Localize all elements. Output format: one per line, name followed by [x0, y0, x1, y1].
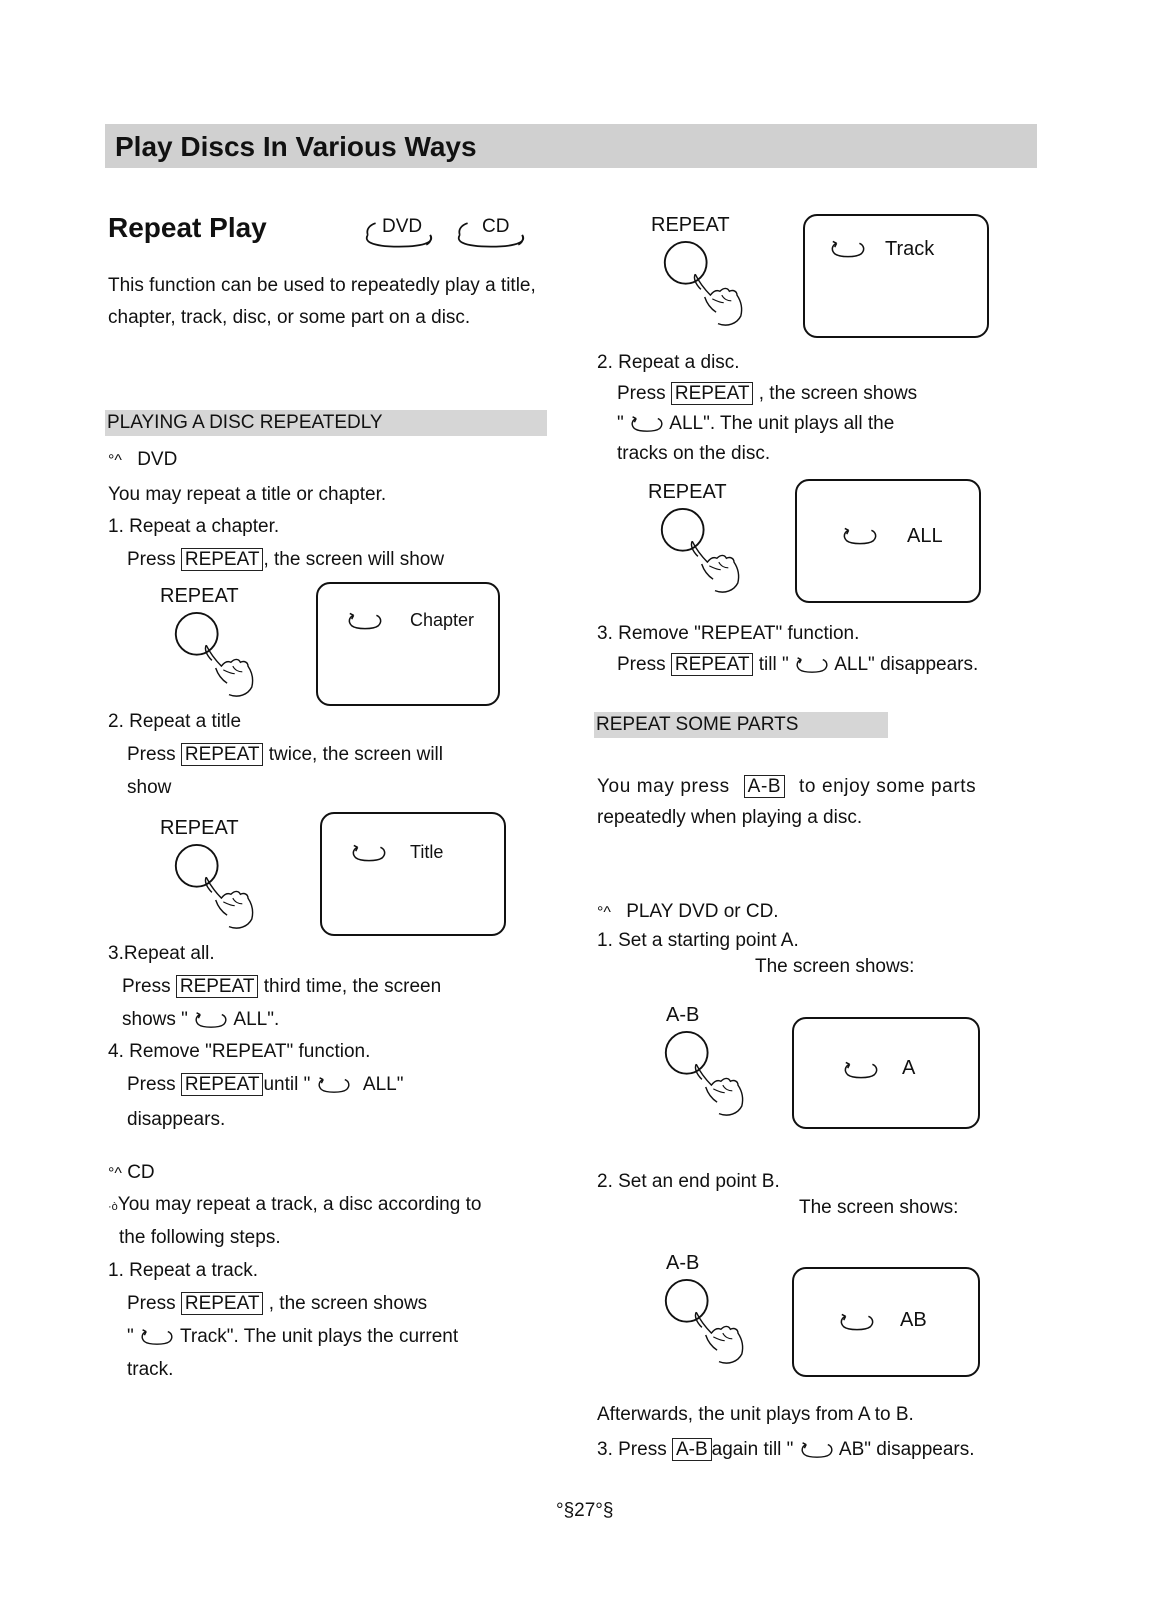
button-label: A-B	[666, 1004, 700, 1026]
step-repeat-title-show: show	[127, 777, 172, 798]
ab-screen-shows-2: The screen shows:	[799, 1197, 959, 1218]
repeat-icon	[829, 238, 867, 260]
page-number: °§27°§	[556, 1500, 614, 1521]
press-label: Press	[617, 654, 666, 675]
cd-badge-label: CD	[482, 216, 510, 237]
ab-button-illustration	[666, 1004, 776, 1124]
step-repeat-title-press	[127, 744, 443, 766]
repeat-key: REPEAT	[181, 1073, 264, 1096]
ab-button-illustration	[666, 1252, 776, 1372]
step-text: till "	[758, 654, 789, 675]
repeat-button-illustration	[160, 817, 270, 937]
screen-a	[792, 1017, 980, 1129]
press-label: Press	[127, 1293, 176, 1314]
section-heading-repeat: PLAYING A DISC REPEATEDLY	[105, 410, 547, 436]
step-repeat-title: 2. Repeat a title	[108, 711, 242, 732]
button-label: REPEAT	[648, 481, 727, 503]
step-text: AB" disappears.	[838, 1439, 975, 1460]
step-text: , the screen will show	[263, 549, 445, 570]
cd-step-repeat-disc-desc	[617, 413, 894, 435]
repeat-icon	[350, 842, 388, 864]
repeat-icon	[193, 1010, 229, 1030]
press-label: Press	[122, 976, 171, 997]
intro-line-1: This function can be used to repeatedly play a title,	[108, 275, 536, 296]
step-remove-repeat: 4. Remove "REPEAT" function.	[108, 1041, 371, 1062]
press-label: Press	[617, 383, 666, 404]
cd-step-repeat-track: 1. Repeat a track.	[108, 1260, 258, 1281]
repeat-button-illustration	[648, 481, 758, 601]
cd-step-remove-repeat-press	[617, 654, 978, 676]
press-label: Press	[127, 1074, 176, 1095]
step-text: You may repeat a track, a disc according to	[117, 1194, 482, 1215]
step-text: shows "	[122, 1009, 188, 1030]
press-finger-icon	[662, 1030, 757, 1125]
step-text: You may press	[597, 776, 730, 797]
step-text: twice, the screen will	[268, 744, 443, 765]
press-finger-icon	[662, 1278, 757, 1373]
screen-all	[795, 479, 981, 603]
step-repeat-all-shows	[122, 1009, 279, 1031]
ab-step-remove	[597, 1439, 975, 1461]
step-repeat-chapter: 1. Repeat a chapter.	[108, 516, 280, 537]
repeat-icon	[346, 610, 384, 632]
press-finger-icon	[658, 507, 753, 602]
press-label: Press	[127, 744, 176, 765]
repeat-key: REPEAT	[176, 975, 259, 998]
ab-afterwards: Afterwards, the unit plays from A to B.	[597, 1404, 914, 1425]
step-text: until "	[263, 1074, 311, 1095]
step-text: , the screen shows	[758, 383, 918, 404]
step-text: ALL".	[233, 1009, 280, 1030]
cd-step-repeat-track-desc	[127, 1326, 458, 1348]
step-repeat-all: 3.Repeat all.	[108, 943, 215, 964]
step-text: PLAY DVD or CD.	[626, 901, 779, 922]
cd-step-repeat-disc-press	[617, 383, 917, 405]
step-text: "	[617, 413, 624, 434]
section-heading-repeat-parts: REPEAT SOME PARTS	[594, 712, 888, 738]
step-remove-repeat-disappears: disappears.	[127, 1109, 226, 1130]
screen-text: Title	[410, 842, 444, 862]
screen-ab	[792, 1267, 980, 1377]
repeat-icon	[316, 1075, 352, 1095]
ab-intro-1	[597, 776, 976, 798]
cd-step-repeat-track-desc-2: track.	[127, 1359, 174, 1380]
bullet-glyph: ·ò	[108, 1201, 118, 1213]
ab-screen-shows-1: The screen shows:	[755, 956, 915, 977]
repeat-icon	[838, 1311, 876, 1333]
repeat-key: REPEAT	[671, 382, 754, 405]
step-text: ALL"	[362, 1074, 404, 1095]
cd-step-remove-repeat: 3. Remove "REPEAT" function.	[597, 623, 860, 644]
screen-text: AB	[900, 1309, 927, 1331]
screen-text: A	[902, 1057, 916, 1079]
repeat-key: REPEAT	[671, 653, 754, 676]
screen-title	[320, 812, 506, 936]
repeat-key: REPEAT	[181, 743, 264, 766]
bullet-glyph: °^	[597, 904, 611, 921]
repeat-icon	[794, 655, 830, 675]
step-text: again till "	[711, 1439, 794, 1460]
repeat-icon	[629, 414, 665, 434]
step-text: ALL". The unit plays all the	[669, 413, 895, 434]
press-finger-icon	[172, 843, 267, 938]
step-text: third time, the screen	[263, 976, 442, 997]
repeat-icon	[841, 525, 879, 547]
screen-text: Chapter	[410, 610, 475, 630]
button-label: REPEAT	[160, 817, 239, 839]
step-text: "	[127, 1326, 134, 1347]
screen-text: Track	[885, 238, 935, 260]
bullet-glyph: °^	[108, 452, 122, 469]
dvd-bullet	[108, 449, 177, 472]
ab-step-end: 2. Set an end point B.	[597, 1171, 780, 1192]
repeat-icon	[842, 1059, 880, 1081]
dvd-intro: You may repeat a title or chapter.	[108, 484, 387, 505]
repeat-play-title: Repeat Play	[108, 212, 267, 243]
press-finger-icon	[172, 611, 267, 706]
button-label: A-B	[666, 1252, 700, 1274]
repeat-icon	[139, 1327, 175, 1347]
cd-label: CD	[127, 1162, 155, 1183]
ab-key: A-B	[744, 775, 785, 798]
cd-step-repeat-disc-desc-2: tracks on the disc.	[617, 443, 771, 464]
intro-line-2: chapter, track, disc, or some part on a disc.	[108, 307, 471, 328]
button-label: REPEAT	[160, 585, 239, 607]
repeat-key: REPEAT	[181, 1292, 264, 1315]
dvd-label: DVD	[137, 449, 178, 470]
ab-step-start: 1. Set a starting point A.	[597, 930, 799, 951]
dvd-badge-label: DVD	[382, 216, 423, 237]
ab-key: A-B	[672, 1438, 712, 1461]
repeat-key: REPEAT	[181, 548, 264, 571]
cd-step-repeat-track-press	[127, 1293, 427, 1315]
cd-badge	[452, 214, 530, 250]
dvd-badge	[360, 214, 438, 250]
cd-intro-2: the following steps.	[119, 1227, 281, 1248]
press-finger-icon	[661, 240, 756, 335]
press-label: Press	[127, 549, 176, 570]
step-text: 3. Press	[597, 1439, 667, 1460]
bullet-glyph: °^	[108, 1165, 122, 1182]
page-header-title: Play Discs In Various Ways	[115, 131, 477, 162]
repeat-button-illustration	[160, 585, 270, 705]
step-repeat-chapter-press	[127, 549, 444, 571]
step-text: to enjoy some parts	[799, 776, 977, 797]
screen-track	[803, 214, 989, 338]
step-text: , the screen shows	[268, 1293, 428, 1314]
step-text: ALL" disappears.	[834, 654, 979, 675]
step-repeat-all-press	[122, 976, 441, 998]
step-remove-repeat-press	[127, 1074, 403, 1096]
ab-play-bullet	[597, 901, 779, 924]
repeat-button-illustration	[651, 214, 761, 334]
cd-step-repeat-disc: 2. Repeat a disc.	[597, 352, 740, 373]
ab-intro-2: repeatedly when playing a disc.	[597, 807, 863, 828]
cd-bullet	[108, 1162, 155, 1185]
button-label: REPEAT	[651, 214, 730, 236]
cd-intro-1	[108, 1194, 481, 1218]
repeat-icon	[799, 1440, 835, 1460]
screen-chapter	[316, 582, 500, 706]
page-header	[105, 124, 1037, 168]
step-text: Track". The unit plays the current	[179, 1326, 459, 1347]
screen-text: ALL	[907, 525, 943, 547]
